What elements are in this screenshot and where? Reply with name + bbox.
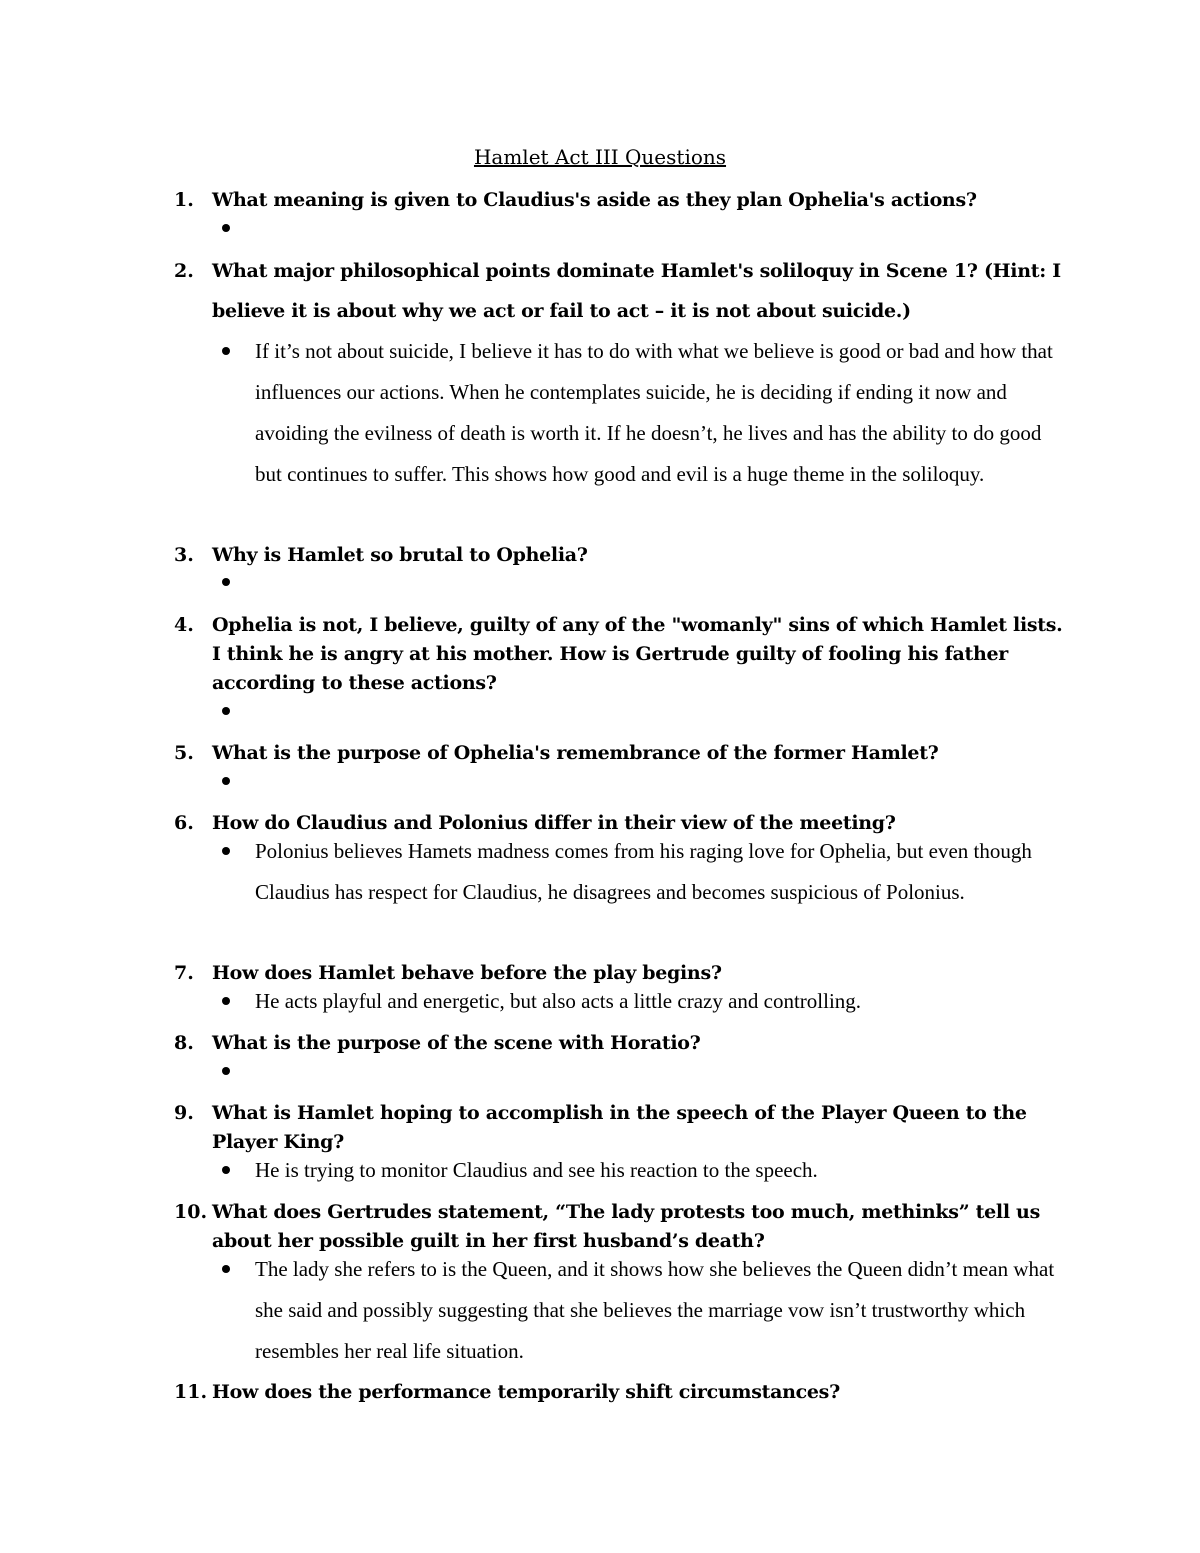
question-number: 5. xyxy=(174,742,194,764)
page-title: Hamlet Act III Questions xyxy=(473,145,727,169)
answer-6 xyxy=(212,831,1062,913)
question-number: 3. xyxy=(174,544,194,566)
bullet-icon xyxy=(222,847,230,855)
answer-5 xyxy=(212,777,1062,797)
bullet-icon xyxy=(222,1067,230,1075)
answer-text: He is trying to monitor Claudius and see his reaction to the speech. xyxy=(255,1158,818,1182)
question-number: 4. xyxy=(174,614,194,636)
answer-text: He acts playful and energetic, but also acts a little crazy and controlling. xyxy=(255,989,862,1013)
answer-4 xyxy=(212,707,1062,727)
question-text: Ophelia is not, I believe, guilty of any of the "womanly" sins of which Hamlet lists. I think he is angry at his mother. How is Gertrude guilty of fooling his father according to these actions? xyxy=(212,614,1063,694)
answer-1 xyxy=(212,224,1062,244)
question-4 xyxy=(174,611,1064,698)
question-1 xyxy=(174,186,1064,215)
answer-7 xyxy=(212,981,1062,1022)
answer-9 xyxy=(212,1150,1062,1191)
question-10 xyxy=(174,1198,1064,1256)
question-number: 6. xyxy=(174,812,194,834)
answer-10 xyxy=(212,1249,1062,1372)
question-text: What is the purpose of the scene with Horatio? xyxy=(212,1032,701,1054)
question-text: What meaning is given to Claudius's aside as they plan Ophelia's actions? xyxy=(212,189,977,211)
question-number: 8. xyxy=(174,1032,194,1054)
question-2 xyxy=(174,251,1064,331)
question-number: 11. xyxy=(174,1381,208,1403)
question-8 xyxy=(174,1029,1064,1058)
bullet-icon xyxy=(222,707,230,715)
bullet-icon xyxy=(222,224,230,232)
question-number: 9. xyxy=(174,1102,194,1124)
bullet-icon xyxy=(222,1166,230,1174)
answer-text: If it’s not about suicide, I believe it has to do with what we believe is good or bad and how that influences our actions. When he contemplates suicide, he is deciding if ending it now and avoiding the evilness of death is worth it. If he doesn’t, he lives and has the ability to do good but continues to suffer. This shows how good and evil is a huge theme in the soliloquy. xyxy=(255,339,1053,486)
question-text: What does Gertrudes statement, “The lady protests too much, methinks” tell us about her possible guilt in her first husband’s death? xyxy=(212,1201,1040,1252)
answer-text: Polonius believes Hamets madness comes from his raging love for Ophelia, but even though Claudius has respect for Claudius, he disagrees and becomes suspicious of Polonius. xyxy=(255,839,1032,904)
question-text: What major philosophical points dominate Hamlet's soliloquy in Scene 1? (Hint: I believe it is about why we act or fail to act – it is not about suicide.) xyxy=(212,260,1061,322)
answer-8 xyxy=(212,1067,1062,1087)
question-text: How do Claudius and Polonius differ in their view of the meeting? xyxy=(212,812,896,834)
question-text: How does the performance temporarily shift circumstances? xyxy=(212,1381,840,1403)
bullet-icon xyxy=(222,777,230,785)
question-number: 1. xyxy=(174,189,194,211)
answer-3 xyxy=(212,578,1062,598)
answer-2 xyxy=(212,331,1062,495)
question-text: What is Hamlet hoping to accomplish in the speech of the Player Queen to the Player King? xyxy=(212,1102,1027,1153)
question-3 xyxy=(174,541,1064,570)
question-11 xyxy=(174,1378,1064,1407)
question-number: 7. xyxy=(174,962,194,984)
question-text: What is the purpose of Ophelia's remembrance of the former Hamlet? xyxy=(212,742,939,764)
question-text: Why is Hamlet so brutal to Ophelia? xyxy=(212,544,588,566)
bullet-icon xyxy=(222,1265,230,1273)
bullet-icon xyxy=(222,578,230,586)
answer-text: The lady she refers to is the Queen, and it shows how she believes the Queen didn’t mean what she said and possibly suggesting that she believes the marriage vow isn’t trustworthy which resembles her real life situation. xyxy=(255,1257,1055,1363)
question-number: 2. xyxy=(174,260,194,282)
question-9 xyxy=(174,1099,1064,1157)
question-text: How does Hamlet behave before the play begins? xyxy=(212,962,722,984)
bullet-icon xyxy=(222,997,230,1005)
question-number: 10. xyxy=(174,1201,208,1223)
bullet-icon xyxy=(222,347,230,355)
question-5 xyxy=(174,739,1064,768)
